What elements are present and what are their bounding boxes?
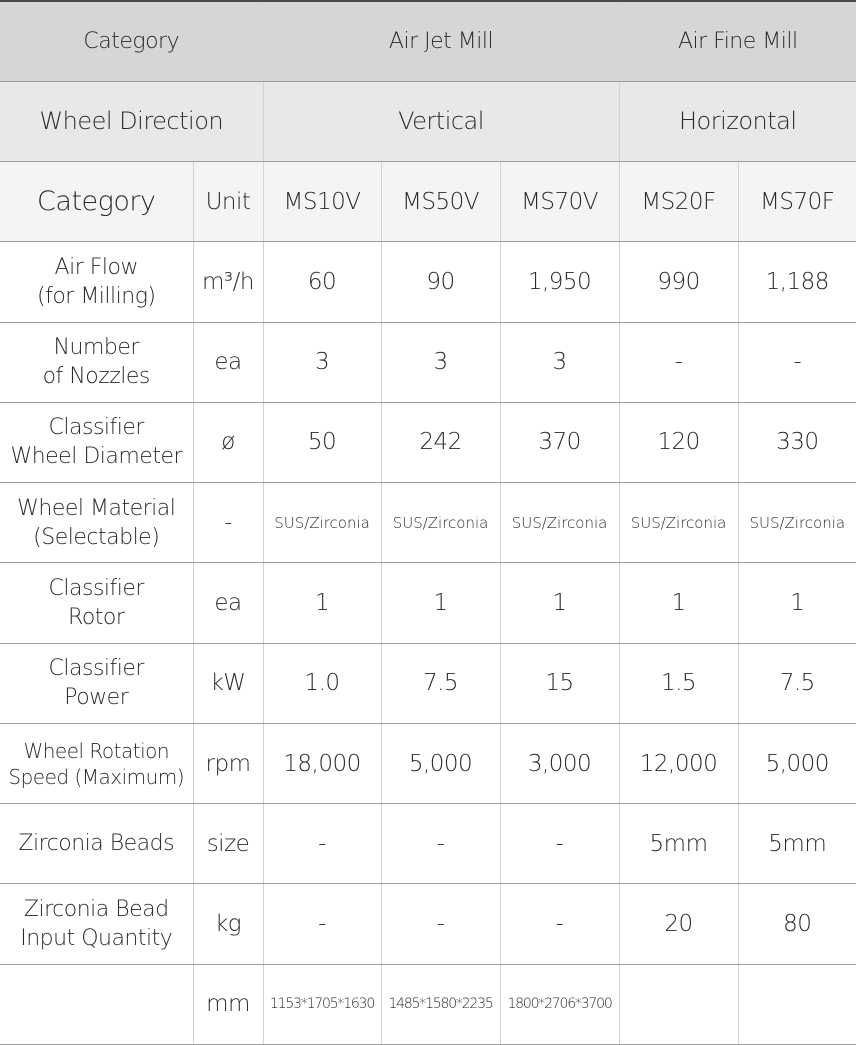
value-cell: 50	[263, 402, 381, 482]
value-cell: 1	[381, 563, 500, 643]
value-cell: 1	[500, 563, 619, 643]
value-cell: 18,000	[263, 723, 381, 803]
unit-cell: size	[193, 804, 263, 884]
row-air-flow	[0, 242, 856, 322]
value-cell: -	[263, 804, 381, 884]
value-cell: SUS/Zirconia	[619, 483, 738, 563]
unit-cell: mm	[193, 964, 263, 1044]
value-cell: 1	[619, 563, 738, 643]
column-model-ms10v: MS10V	[263, 162, 381, 242]
row-label: Zirconia Bead Input Quantity	[0, 884, 193, 964]
unit-cell: ø	[193, 402, 263, 482]
row-label: Number of Nozzles	[0, 322, 193, 402]
value-cell: 1153*1705*1630	[263, 964, 381, 1044]
column-header-row	[0, 162, 856, 242]
value-cell: 80	[738, 884, 856, 964]
value-cell: 5mm	[619, 804, 738, 884]
value-cell: -	[500, 884, 619, 964]
value-cell: -	[619, 322, 738, 402]
value-cell: 7.5	[381, 643, 500, 723]
value-cell: 1.5	[619, 643, 738, 723]
value-cell: 5,000	[381, 723, 500, 803]
row-dimensions	[0, 964, 856, 1044]
value-cell: 330	[738, 402, 856, 482]
value-cell: 242	[381, 402, 500, 482]
value-cell: 3	[263, 322, 381, 402]
column-unit: Unit	[193, 162, 263, 242]
row-zirconia-beads	[0, 804, 856, 884]
row-label	[0, 964, 193, 1044]
value-cell: 3	[381, 322, 500, 402]
value-cell: SUS/Zirconia	[263, 483, 381, 563]
row-label: Zirconia Beads	[0, 804, 193, 884]
unit-cell: ea	[193, 322, 263, 402]
direction-header: Wheel Direction	[0, 81, 263, 161]
value-cell: 90	[381, 242, 500, 322]
row-wheel-material	[0, 483, 856, 563]
direction-row	[0, 81, 856, 161]
value-cell: -	[263, 884, 381, 964]
row-label: Wheel Rotation Speed (Maximum)	[0, 723, 193, 803]
row-label: Classifier Power	[0, 643, 193, 723]
value-cell: 3,000	[500, 723, 619, 803]
row-label: Wheel Material (Selectable)	[0, 483, 193, 563]
value-cell: 15	[500, 643, 619, 723]
value-cell: 5,000	[738, 723, 856, 803]
row-label: Classifier Rotor	[0, 563, 193, 643]
column-model-ms50v: MS50V	[381, 162, 500, 242]
value-cell: 1.0	[263, 643, 381, 723]
unit-cell: -	[193, 483, 263, 563]
value-cell: -	[381, 884, 500, 964]
value-cell: 1	[263, 563, 381, 643]
value-cell: 990	[619, 242, 738, 322]
value-cell: 60	[263, 242, 381, 322]
direction-vertical: Vertical	[263, 81, 619, 161]
direction-horizontal: Horizontal	[619, 81, 856, 161]
value-cell: -	[381, 804, 500, 884]
value-cell: 1800*2706*3700	[500, 964, 619, 1044]
value-cell: 120	[619, 402, 738, 482]
row-classifier-wheel-diameter	[0, 402, 856, 482]
row-wheel-rotation-speed	[0, 723, 856, 803]
unit-cell: rpm	[193, 723, 263, 803]
row-classifier-rotor	[0, 563, 856, 643]
column-model-ms20f: MS20F	[619, 162, 738, 242]
value-cell: 1,188	[738, 242, 856, 322]
value-cell	[738, 964, 856, 1044]
value-cell: 370	[500, 402, 619, 482]
row-label: Classifier Wheel Diameter	[0, 402, 193, 482]
value-cell: 3	[500, 322, 619, 402]
value-cell: 1485*1580*2235	[381, 964, 500, 1044]
value-cell	[619, 964, 738, 1044]
column-model-ms70v: MS70V	[500, 162, 619, 242]
value-cell: 20	[619, 884, 738, 964]
group-air-fine-mill: Air Fine Mill	[619, 1, 856, 81]
value-cell: 7.5	[738, 643, 856, 723]
value-cell: SUS/Zirconia	[500, 483, 619, 563]
unit-cell: ea	[193, 563, 263, 643]
row-number-of-nozzles	[0, 322, 856, 402]
row-classifier-power	[0, 643, 856, 723]
column-model-ms70f: MS70F	[738, 162, 856, 242]
unit-cell: kW	[193, 643, 263, 723]
value-cell: 12,000	[619, 723, 738, 803]
row-label: Air Flow (for Milling)	[0, 242, 193, 322]
unit-cell: kg	[193, 884, 263, 964]
column-category: Category	[0, 162, 193, 242]
value-cell: -	[500, 804, 619, 884]
value-cell: SUS/Zirconia	[381, 483, 500, 563]
value-cell: 1	[738, 563, 856, 643]
category-header: Category	[0, 1, 263, 81]
category-row	[0, 1, 856, 81]
unit-cell: m³/h	[193, 242, 263, 322]
row-zirconia-bead-input-quantity	[0, 884, 856, 964]
group-air-jet-mill: Air Jet Mill	[263, 1, 619, 81]
value-cell: 5mm	[738, 804, 856, 884]
value-cell: 1,950	[500, 242, 619, 322]
value-cell: -	[738, 322, 856, 402]
value-cell: SUS/Zirconia	[738, 483, 856, 563]
